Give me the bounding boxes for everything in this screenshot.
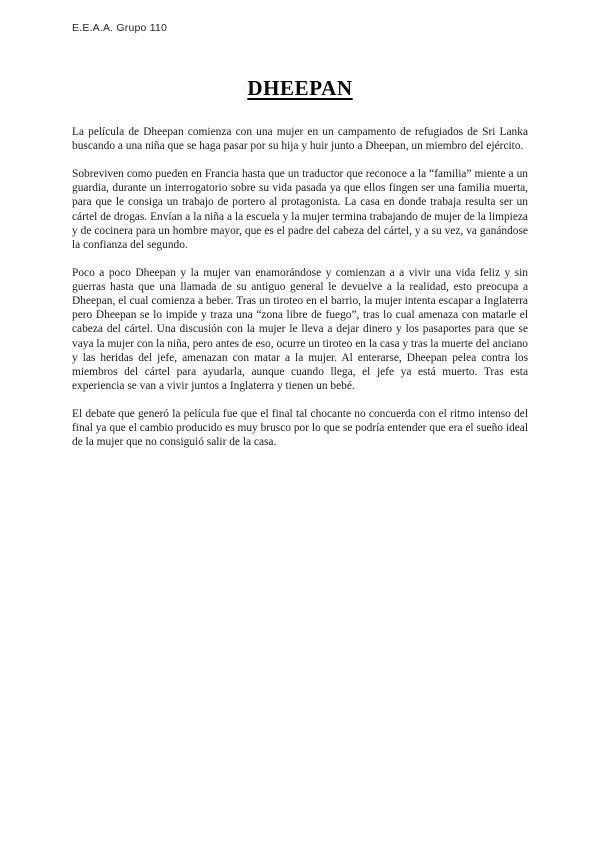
document-title: DHEEPAN — [247, 76, 353, 100]
page-header: E.E.A.A. Grupo 110 — [72, 22, 168, 34]
paragraph-debate: El debate que generó la película fue que el final tal chocante no concuerda con el ritmo intenso del final ya que el cambio producido es muy brusco por lo que se podría entender que era el sueño ideal de la mujer que no consiguió salir de la casa. — [72, 407, 528, 449]
document-body — [72, 125, 528, 463]
paragraph-france: Sobreviven como pueden en Francia hasta que un traductor que reconoce a la “familia” miente a un guardia, durante un interrogatorio sobre su vida pasada ya que ellos fingen ser una familia muerta, para que le consiga un trabajo de portero al protagonista. La casa en donde trabaja resulta ser un cártel de drogas. Envían a la niña a la escuela y la mujer termina trabajando de mujer de la limpieza y de cocinera para un hombre mayor, que es el padre del cabeza del cártel, y a su vez, va ganándose la confianza del segundo. — [72, 167, 528, 251]
paragraph-conflict: Poco a poco Dheepan y la mujer van enamorándose y comienzan a a vivir una vida feliz y sin guerras hasta que una llamada de su antiguo general le devuelve a la realidad, esto preocupa a Dheepan, el cual comienza a beber. Tras un tiroteo en el barrio, la mujer intenta escapar a Inglaterra pero Dheepan se lo impide y traza una “zona libre de fuego”, tras lo cual amenaza con matarle el cabeza del cártel. Una discusión con la mujer le lleva a dejar dinero y los pasaportes para que se vaya la mujer con la niña, pero antes de eso, ocurre un tiroteo en la casa y tras la muerte del anciano y las heridas del jefe, amenazan con matar a la mujer. Al enterarse, Dheepan pelea contra los miembros del cártel para ayudarla, aunque cuando llega, el jefe ya está muerto. Tras esta experiencia se van a vivir juntos a Inglaterra y tienen un bebé. — [72, 266, 528, 393]
paragraph-intro: La película de Dheepan comienza con una mujer en un campamento de refugiados de Sri Lanka buscando a una niña que se haga pasar por su hija y huir junto a Dheepan, un miembro del ejército. — [72, 126, 528, 153]
